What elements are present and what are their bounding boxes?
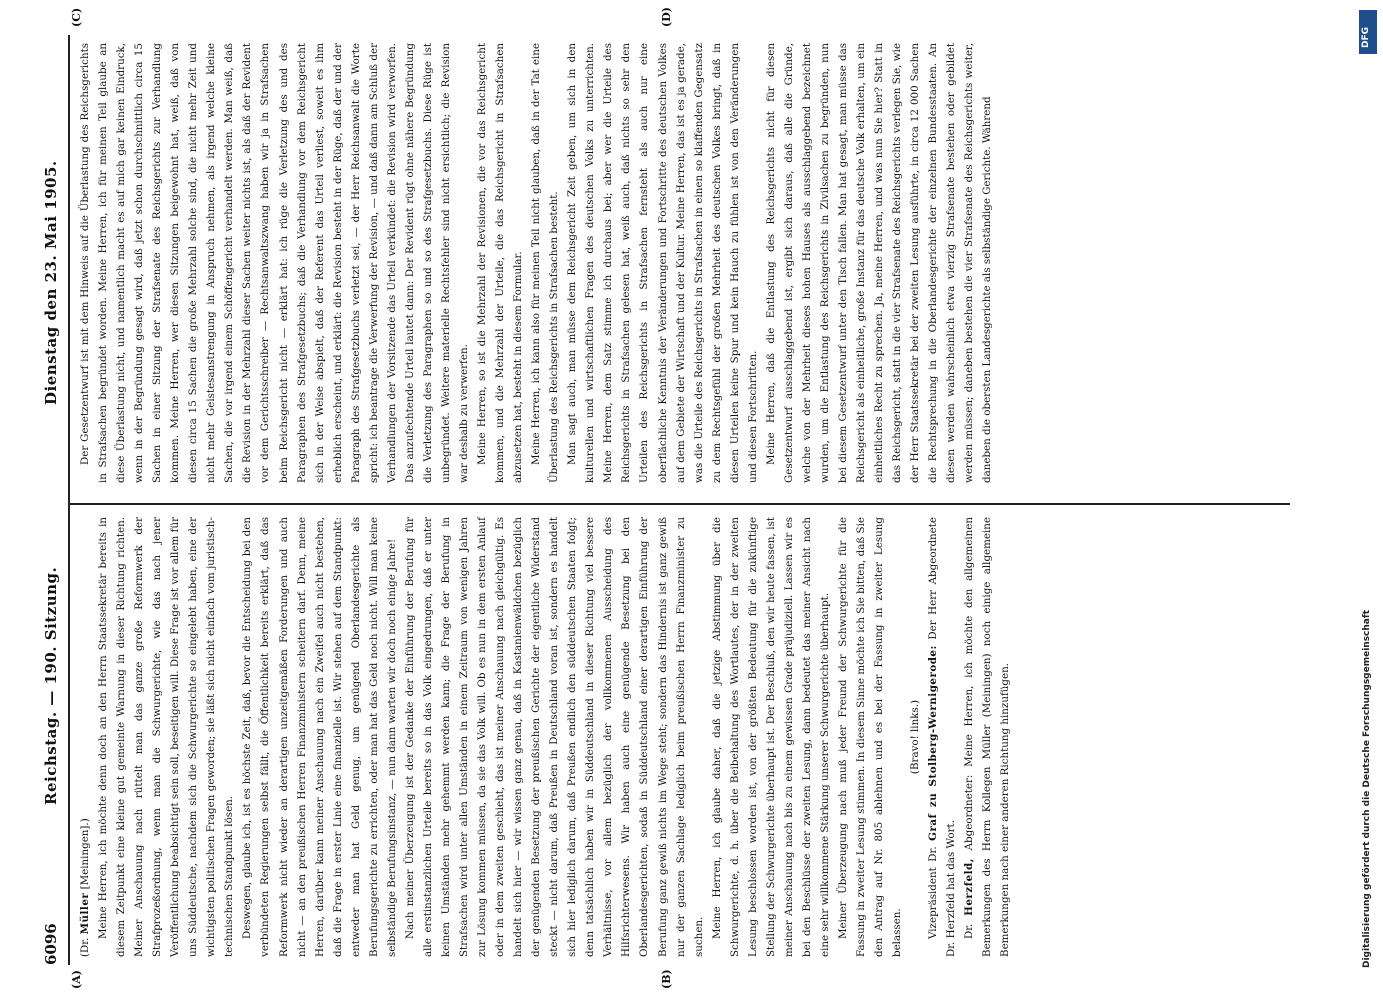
document-sheet xyxy=(40,5,1350,995)
left-column xyxy=(76,517,1014,957)
speaker-name: Müller xyxy=(79,892,91,935)
margin-marker-d: (D) xyxy=(660,7,673,27)
chair-title: Vizepräsident Dr. xyxy=(927,846,940,939)
session-date: Dienstag den 23. Mai 1905. xyxy=(42,160,60,405)
chair-announcement xyxy=(924,517,960,957)
paragraph: Meine Herren, daß die Entlastung des Reichsgerichts nicht für diesen Gesetzentwurf ausschlaggebend ist, ergibt sich daraus, daß alle die Gründe, welche von der Mehrheit dieses hohen Hauses als ausschlaggebend bezeichnet wurden, um die Entlastung des Reichsgerichts in Zivilsachen zu begründen, nun bei diesem Gesetzentwurf unter den Tisch fallen. Man hat gesagt, man müsse das Reichsgericht als einheitliche, große Instanz für das deutsche Volk erhalten, um ein einheitliches Recht zu sprechen. Ja, meine Herren, und was nun Sie hier? Statt in das Reichsgericht, statt in die vier Strafsenate des Reichsgerichts verlegen Sie, wie der Herr Staatssekretär bei der zweiten Lesung ausführte, in circa 12 000 Sachen die Rechtsprechung in die Oberlandesgerichte der einzelnen Bundesstaaten. An diesen werden wahrscheinlich etwa vierzig Strafsenate bestehen oder gebildet werden müssen; daneben bestehen die vier Strafsenate des Reichsgerichts weiter, daneben die obersten Landesgerichte als selbständige Gerichte. Während xyxy=(764,43,994,483)
applause-note: (Bravo! links.) xyxy=(909,699,922,775)
digitization-credit: Digitalisierung gefördert durch die Deutsche Forschungsgemeinschaft xyxy=(1362,609,1372,968)
speaker-prefix: Dr. xyxy=(963,923,976,939)
paragraph: Nach meiner Überzeugung ist der Gedanke der Einführung der Berufung für alle erstinstanzlichen Urteile bereits so in das Volk eingedrungen, daß er unter keinen Umständen mehr gehemmt werden kann; die Frage der Berufung in Strafsachen wird unter allen Umständen in einem Zeitraum von wenigen Jahren zur Lösung kommen müssen, da sie das Volk will. Ob es nun in dem ersten Anlauf oder in dem zweiten geschieht, das ist meiner Anschauung nach gleichgültig. Es handelt sich hier — wir wissen ganz genau, daß in Kastanienwäldchen bezüglich der genügenden Besetzung der preußischen Gerichte der eigentliche Widerstand steckt — nicht darum, daß Preußen in Deutschland voran ist, sondern es handelt sich hier lediglich darum, daß Preußen endlich den süddeutschen Staaten folgt; denn tatsächlich haben wir in Süddeutschland in dieser Richtung viel bessere Verhältnisse, vor allem bezüglich der vollkommenen Ausscheidung des Hilfsrichterwesens. Wir haben auch eine genügende Besetzung bei den Oberlandesgerichten, sodaß in Süddeutschland einer derartigen Einführung der Berufung ganz gewiß nichts im Wege steht; sondern das Hindernis ist ganz gewiß nur der ganzen Sachlage lediglich beim preußischen Herrn Finanzminister zu suchen. xyxy=(403,517,705,957)
speaker-place: [Meiningen].) xyxy=(79,818,91,890)
page-number: 6096 xyxy=(42,923,60,965)
header-rule xyxy=(68,35,70,965)
margin-marker-a: (A) xyxy=(70,970,83,989)
paragraph: Meine Herren, so ist die Mehrzahl der Revisionen, die vor das Reichsgericht kommen, und die Mehrzahl der Urteile, die das Reichsgericht in Strafsachen abzusetzen hat, besteht in diesem Formular. xyxy=(476,43,525,483)
margin-marker-b: (B) xyxy=(660,969,673,989)
dfg-logo-text: DFG xyxy=(1361,26,1371,48)
dfg-logo xyxy=(1359,10,1377,54)
speaker-text: Abgeordneter: Meine Herren, ich möchte den allgemeinen Bemerkungen des Herrn Kollegen Müller (Meiningen) noch einige allgemeine Bemerkungen nach einer anderen Richtung hinzufügen. xyxy=(963,517,1012,957)
margin-marker-c: (C) xyxy=(70,7,83,27)
chair-name: Graf zu Stolberg-Wernigerode: xyxy=(927,645,940,841)
running-header xyxy=(40,35,66,965)
digitization-footer xyxy=(1358,8,1380,993)
paragraph: Man sagt auch, man müsse dem Reichsgericht Zeit geben, um sich in den kulturellen und wirtschaftlichen Fragen des deutschen Volks zu unterrichten. Meine Herren, dem Satz stimme ich durchaus bei; aber wer die Urteile des Reichsgerichts in Strafsachen gelesen hat, weiß auch, daß nichts so sehr den Urteilen des Reichsgerichts in Strafsachen fernsteht als auch nur eine oberflächliche Kenntnis der Veränderungen und Fortschritte des deutschen Volkes auf dem Gebiete der Wirtschaft und der Kultur. Meine Herren, das ist es ja gerade, was die Urteile des Reichsgerichts in Strafsachen in einen so klaffenden Gegensatz zu dem Rechtsgefühl der großen Mehrheit des deutschen Volkes bringt, daß in diesen Urteilen keine Spur und kein Hauch zu fühlen ist von den Veränderungen und diesen Fortschritten. xyxy=(566,43,759,483)
speaker-name: Herzfeld, xyxy=(963,858,976,916)
paragraph: Der Gesetzentwurf ist mit dem Hinweis auf die Überlastung des Reichsgerichts in Strafsachen begründet worden. Meine Herren, ich für meinen Teil glaube an diese Überlastung nicht, und namentlich macht es auf mich gar keinen Eindruck, wenn in der Begründung gesagt wird, daß jetzt schon durchschnittlich circa 15 Sachen in einer Sitzung der Strafsenate des Reichsgerichts zur Verhandlung kommen. Meine Herren, wer diesen Sitzungen beigewohnt hat, weiß, daß von diesen circa 15 Sachen die große Mehrzahl solche sind, die nicht mehr Zeit und nicht mehr Geistesanstrengung in Anspruch nehmen, als irgend welche kleine Sachen, die vor irgend einem Schöffengericht verhandelt werden. Man weiß, daß die Revision in der Mehrzahl dieser Sachen weiter nichts ist, als daß der Revident vor dem Gerichtsschreiber — Rechtsanwaltszwang haben wir ja in Strafsachen beim Reichsgericht nicht — erklärt hat: ich rüge die Verletzung des und des Paragraphen des Strafgesetzbuchs; daß die Verhandlung vor dem Reichsgericht sich in der Weise abspielt, daß der Referent das Urteil verliest, soweit es ihm erheblich erscheint, und erklärt: die Revision besteht in der Rüge, daß der und der Paragraph des Strafgesetzbuchs verletzt sei, — der Herr Reichsanwalt die Worte spricht: ich beantrage die Verwerfung der Revision, — und daß dann am Schluß der Verhandlungen der Vorsitzende das Urteil verkündet: die Revision wird verworfen. Das anzufechtende Urteil lautet dann: Der Revident rügt ohne nähere Begründung die Verletzung des Paragraphen so und so des Strafgesetzbuchs. Diese Rüge ist unbegründet. Weitere materielle Rechtsfehler sind nicht ersichtlich; die Revision war deshalb zu verwerfen. xyxy=(79,43,470,483)
right-column xyxy=(76,43,996,483)
session-title: Reichstag. — 190. Sitzung. xyxy=(42,566,60,805)
chair-text: Der Herr Abgeordnete Dr. Herzfeld hat das Wort. xyxy=(927,516,958,957)
paragraph: Deswegen, glaube ich, ist es höchste Zeit, daß, bevor die Entscheidung bei den verbündeten Regierungen selbst fällt, die Öffentlichkeit bereits erklärt, daß das Reformwerk nicht wieder an derartigen unzeitgemäßen Forderungen und auch nicht — an den preußischen Herren Finanzministern scheitern darf. Denn, meine Herren, darüber kann meiner Anschauung nach ein Zweifel auch nicht bestehen, daß die Frage in erster Linie eine finanzielle ist. Wir stehen auf dem Standpunkt: entweder man hat Geld genug, um genügend Oberlandesgerichte als Berufungsgerichte zu errichten, oder man hat das Geld noch nicht. Will man keine selbständige Berufungsinstanz, — nun dann warten wir doch noch einige Jahre! xyxy=(241,517,398,957)
paragraph: Meiner Überzeugung nach muß jeder Freund der Schwurgerichte für die Fassung in zweiter Lesung stimmen. In diesem Sinne möchte ich Sie bitten, daß Sie den Antrag auf Nr. 805 ablehnen und es bei der Fassung in zweiter Lesung belassen. xyxy=(836,517,904,957)
speaker-paragraph xyxy=(960,517,1014,957)
paragraph: Meine Herren, ich kann also für meinen Teil nicht glauben, daß in der Tat eine Überlastung des Reichsgerichts in Strafsachen besteht. xyxy=(530,43,561,483)
paragraph: Meine Herren, ich glaube daher, daß die jetzige Abstimmung über die Schwurgerichte, d. h. über die Beibehaltung des Wortlautes, der in der zweiten Lesung beschlossen worden ist, von der größten Bedeutung für die zukünftige Stellung der Schwurgerichte überhaupt ist. Der Beschluß, den wir heute fassen, ist meiner Anschauung nach bis zu einem gewissen Grade präjudiziell. Lassen wir es bei den Beschlüsse der zweiten Lesung, dann bedeutet das meiner Ansicht nach eine sehr willkommene Stärkung unserer Schwurgerichte überhaupt. xyxy=(710,517,831,957)
column-rule xyxy=(70,503,1290,505)
speaker-line xyxy=(76,517,94,957)
speaker-prefix: (Dr. xyxy=(79,937,91,957)
paragraph: Meine Herren, ich möchte denn doch an den Herrn Staatssekretär bereits in diesem Zeitpunkt eine kleine gut gemeinte Warnung in dieser Richtung richten. Meiner Anschauung nach rüttelt man das ganze große Reformwerk der Strafprozeßordnung, wenn man die Schwurgerichte, wie das nach jener Veröffentlichung beabsichtigt sein soll, beseitigen will. Diese Frage ist vor allem für uns Süddeutsche, nachdem sich die Schwurgerichte so eingelebt haben, eine der wichtigsten politischen Fragen geworden; sie läßt sich nicht einfach vom juristisch-technischen Standpunkt lösen. xyxy=(97,517,236,957)
